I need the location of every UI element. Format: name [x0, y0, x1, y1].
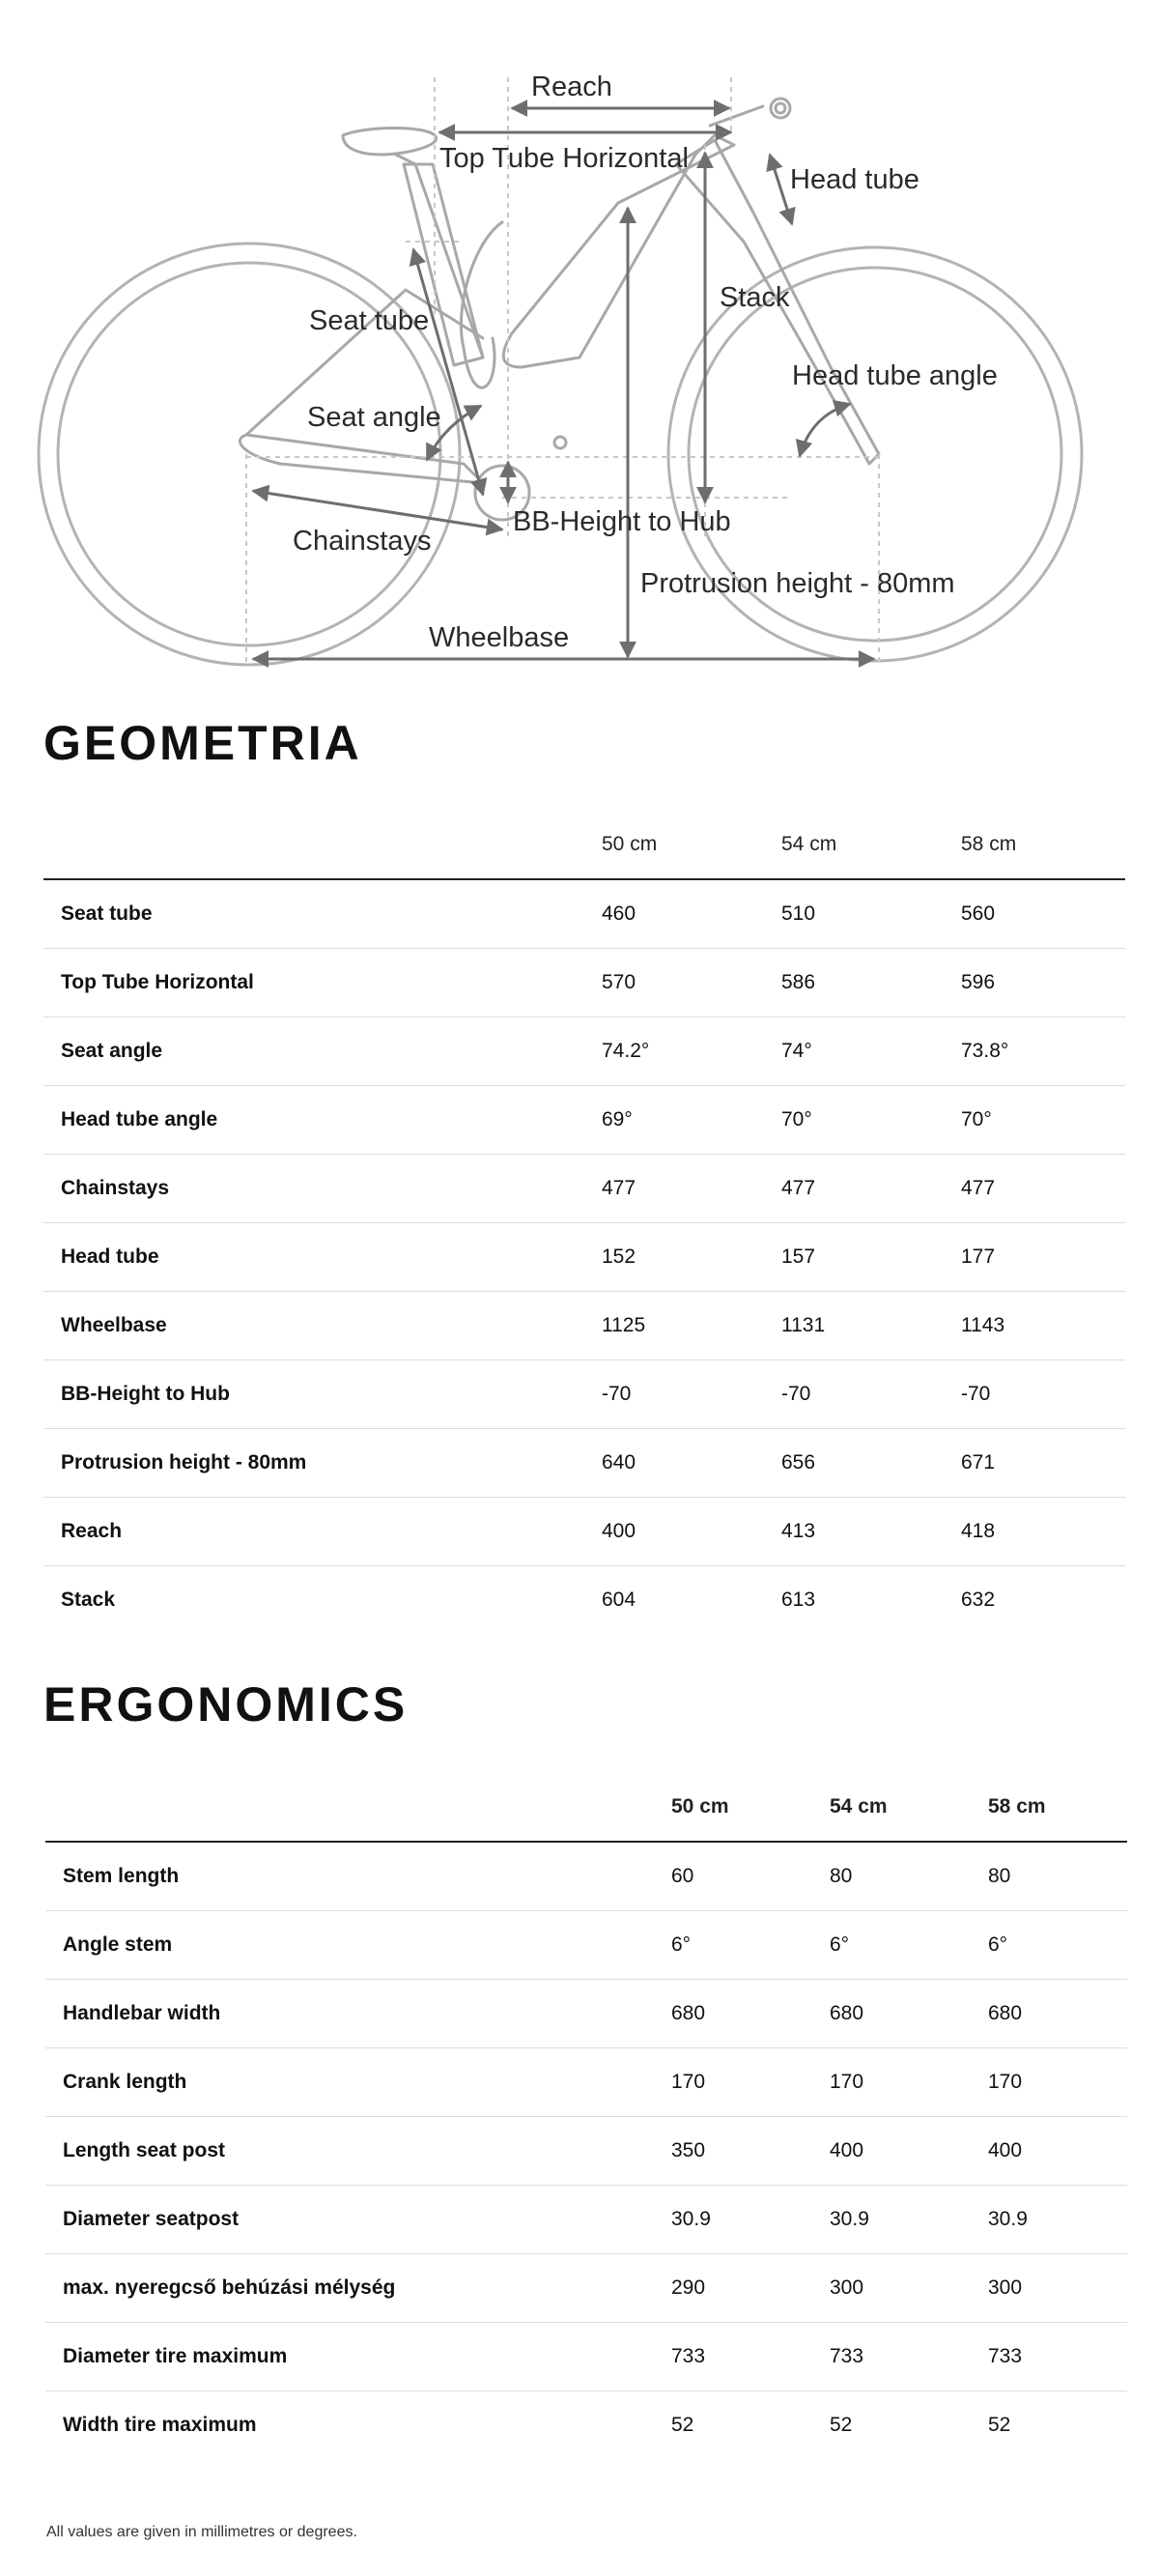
column-header: 58 cm [961, 810, 1125, 879]
cell-value: 733 [988, 2322, 1127, 2390]
row-label: Length seat post [45, 2116, 671, 2185]
row-label: Diameter seatpost [45, 2185, 671, 2253]
cell-value: 477 [781, 1154, 961, 1222]
row-label: max. nyeregcső behúzási mélység [45, 2253, 671, 2322]
row-label: Handlebar width [45, 1979, 671, 2047]
footnote: All values are given in millimetres or degrees. [46, 2524, 357, 2540]
cell-value: 74.2° [602, 1016, 781, 1085]
column-header: 54 cm [781, 810, 961, 879]
table-row [43, 1154, 1125, 1222]
cell-value: 671 [961, 1428, 1125, 1497]
cell-value: 477 [602, 1154, 781, 1222]
row-label: Head tube angle [43, 1085, 602, 1154]
cell-value: 80 [988, 1842, 1127, 1910]
cell-value: 400 [830, 2116, 988, 2185]
cell-value: 477 [961, 1154, 1125, 1222]
cell-value: -70 [961, 1360, 1125, 1428]
cell-value: 570 [602, 948, 781, 1016]
row-label: Diameter tire maximum [45, 2322, 671, 2390]
row-label: Reach [43, 1497, 602, 1565]
cell-value: 177 [961, 1222, 1125, 1291]
cell-value: 640 [602, 1428, 781, 1497]
cell-value: 170 [830, 2047, 988, 2116]
table-row [43, 1565, 1125, 1634]
cell-value: 60 [671, 1842, 830, 1910]
table-row [45, 1842, 1127, 1910]
table-row [45, 1979, 1127, 2047]
row-label: Width tire maximum [63, 2413, 257, 2436]
cell-value: 680 [988, 1979, 1127, 2047]
table-header-row [45, 1772, 1127, 1842]
cell-value: 632 [961, 1588, 996, 1611]
cell-value: -70 [602, 1360, 781, 1428]
label-reach: Reach [531, 72, 612, 102]
label-seat-angle: Seat angle [307, 402, 441, 433]
table-row [43, 948, 1125, 1016]
bike-geometry-diagram [0, 0, 1159, 696]
cell-value: 170 [988, 2047, 1127, 2116]
cell-value: 30.9 [988, 2185, 1127, 2253]
header-empty [45, 1772, 671, 1842]
cell-value: 1143 [961, 1291, 1125, 1360]
cell-value: 596 [961, 948, 1125, 1016]
column-header: 50 cm [671, 1772, 830, 1842]
cell-value: 80 [830, 1842, 988, 1910]
column-header: 50 cm [602, 810, 781, 879]
cell-value: 30.9 [830, 2185, 988, 2253]
table-row [45, 2390, 1127, 2459]
cell-value: 400 [602, 1497, 781, 1565]
cell-value: 733 [830, 2322, 988, 2390]
cell-value: 1131 [781, 1291, 961, 1360]
table-row [43, 879, 1125, 948]
label-head-tube: Head tube [790, 164, 919, 195]
chainstay-shape [240, 435, 483, 483]
cell-value: 613 [781, 1588, 816, 1611]
cell-value: 510 [781, 879, 961, 948]
table-row [45, 2116, 1127, 2185]
row-label: Seat angle [43, 1016, 602, 1085]
head-tube-angle-arrow [800, 404, 850, 456]
cell-value: 52 [988, 2413, 1011, 2436]
row-label: Stack [61, 1588, 116, 1611]
table-row [43, 1428, 1125, 1497]
table-row [43, 1360, 1125, 1428]
header-empty [43, 810, 602, 879]
cell-value: 560 [961, 879, 1125, 948]
cell-value: 300 [830, 2253, 988, 2322]
label-top-tube-horizontal: Top Tube Horizontal [439, 143, 689, 174]
table-header-row [43, 810, 1125, 879]
label-seat-tube: Seat tube [309, 305, 430, 336]
cell-value: 1125 [602, 1291, 781, 1360]
label-stack: Stack [720, 282, 790, 313]
cell-value: 69° [602, 1085, 781, 1154]
table-row [45, 1910, 1127, 1979]
ergonomics-table [45, 1772, 1127, 2459]
saddle [343, 129, 437, 156]
row-label: Crank length [45, 2047, 671, 2116]
table-row [43, 1016, 1125, 1085]
row-label: Wheelbase [43, 1291, 602, 1360]
ergonomics-title: ERGONOMICS [43, 1677, 409, 1732]
geometry-title: GEOMETRIA [43, 716, 362, 770]
table-row [45, 2185, 1127, 2253]
cell-value: 6° [988, 1910, 1127, 1979]
cell-value: 6° [830, 1910, 988, 1979]
bike-drawing [0, 0, 1159, 696]
cell-value: 350 [671, 2116, 830, 2185]
head-tube-arrow [770, 155, 792, 224]
cell-value: 680 [830, 1979, 988, 2047]
cell-value: 73.8° [961, 1016, 1125, 1085]
cell-value: 680 [671, 1979, 830, 2047]
cell-value: 157 [781, 1222, 961, 1291]
row-label: Chainstays [43, 1154, 602, 1222]
table-row [45, 2322, 1127, 2390]
cell-value: 70° [781, 1085, 961, 1154]
label-chainstays: Chainstays [293, 526, 432, 557]
cell-value: 413 [781, 1497, 961, 1565]
table-row [45, 2047, 1127, 2116]
cell-value: 52 [671, 2413, 694, 2436]
cell-value: 300 [988, 2253, 1127, 2322]
row-label: Protrusion height - 80mm [43, 1428, 602, 1497]
cell-value: 290 [671, 2253, 830, 2322]
row-label: Angle stem [45, 1910, 671, 1979]
table-row [43, 1497, 1125, 1565]
label-protrusion-height: Protrusion height - 80mm [640, 568, 955, 599]
cell-value: 30.9 [671, 2185, 830, 2253]
row-label: Top Tube Horizontal [43, 948, 602, 1016]
label-head-tube-angle: Head tube angle [792, 360, 998, 391]
row-label: Seat tube [43, 879, 602, 948]
geometry-table [43, 810, 1125, 1634]
table-row [43, 1222, 1125, 1291]
table-row [45, 2253, 1127, 2322]
cell-value: 52 [830, 2413, 853, 2436]
row-label: Stem length [45, 1842, 671, 1910]
cell-value: 418 [961, 1497, 1125, 1565]
table-row [43, 1291, 1125, 1360]
row-label: BB-Height to Hub [43, 1360, 602, 1428]
cell-value: 460 [602, 879, 781, 948]
label-bb-height-to-hub: BB-Height to Hub [513, 506, 731, 537]
chainstays-arrow [253, 491, 502, 530]
cell-value: 400 [988, 2116, 1127, 2185]
cell-value: 656 [781, 1428, 961, 1497]
cell-value: 152 [602, 1222, 781, 1291]
cell-value: 6° [671, 1910, 830, 1979]
cell-value: 70° [961, 1085, 1125, 1154]
label-wheelbase: Wheelbase [429, 622, 570, 653]
table-row [43, 1085, 1125, 1154]
cell-value: 74° [781, 1016, 961, 1085]
column-header: 54 cm [830, 1772, 988, 1842]
cell-value: 586 [781, 948, 961, 1016]
row-label: Head tube [43, 1222, 602, 1291]
cell-value: 604 [602, 1588, 636, 1611]
column-header: 58 cm [988, 1772, 1127, 1842]
cell-value: 733 [671, 2322, 830, 2390]
cell-value: -70 [781, 1360, 961, 1428]
cell-value: 170 [671, 2047, 830, 2116]
